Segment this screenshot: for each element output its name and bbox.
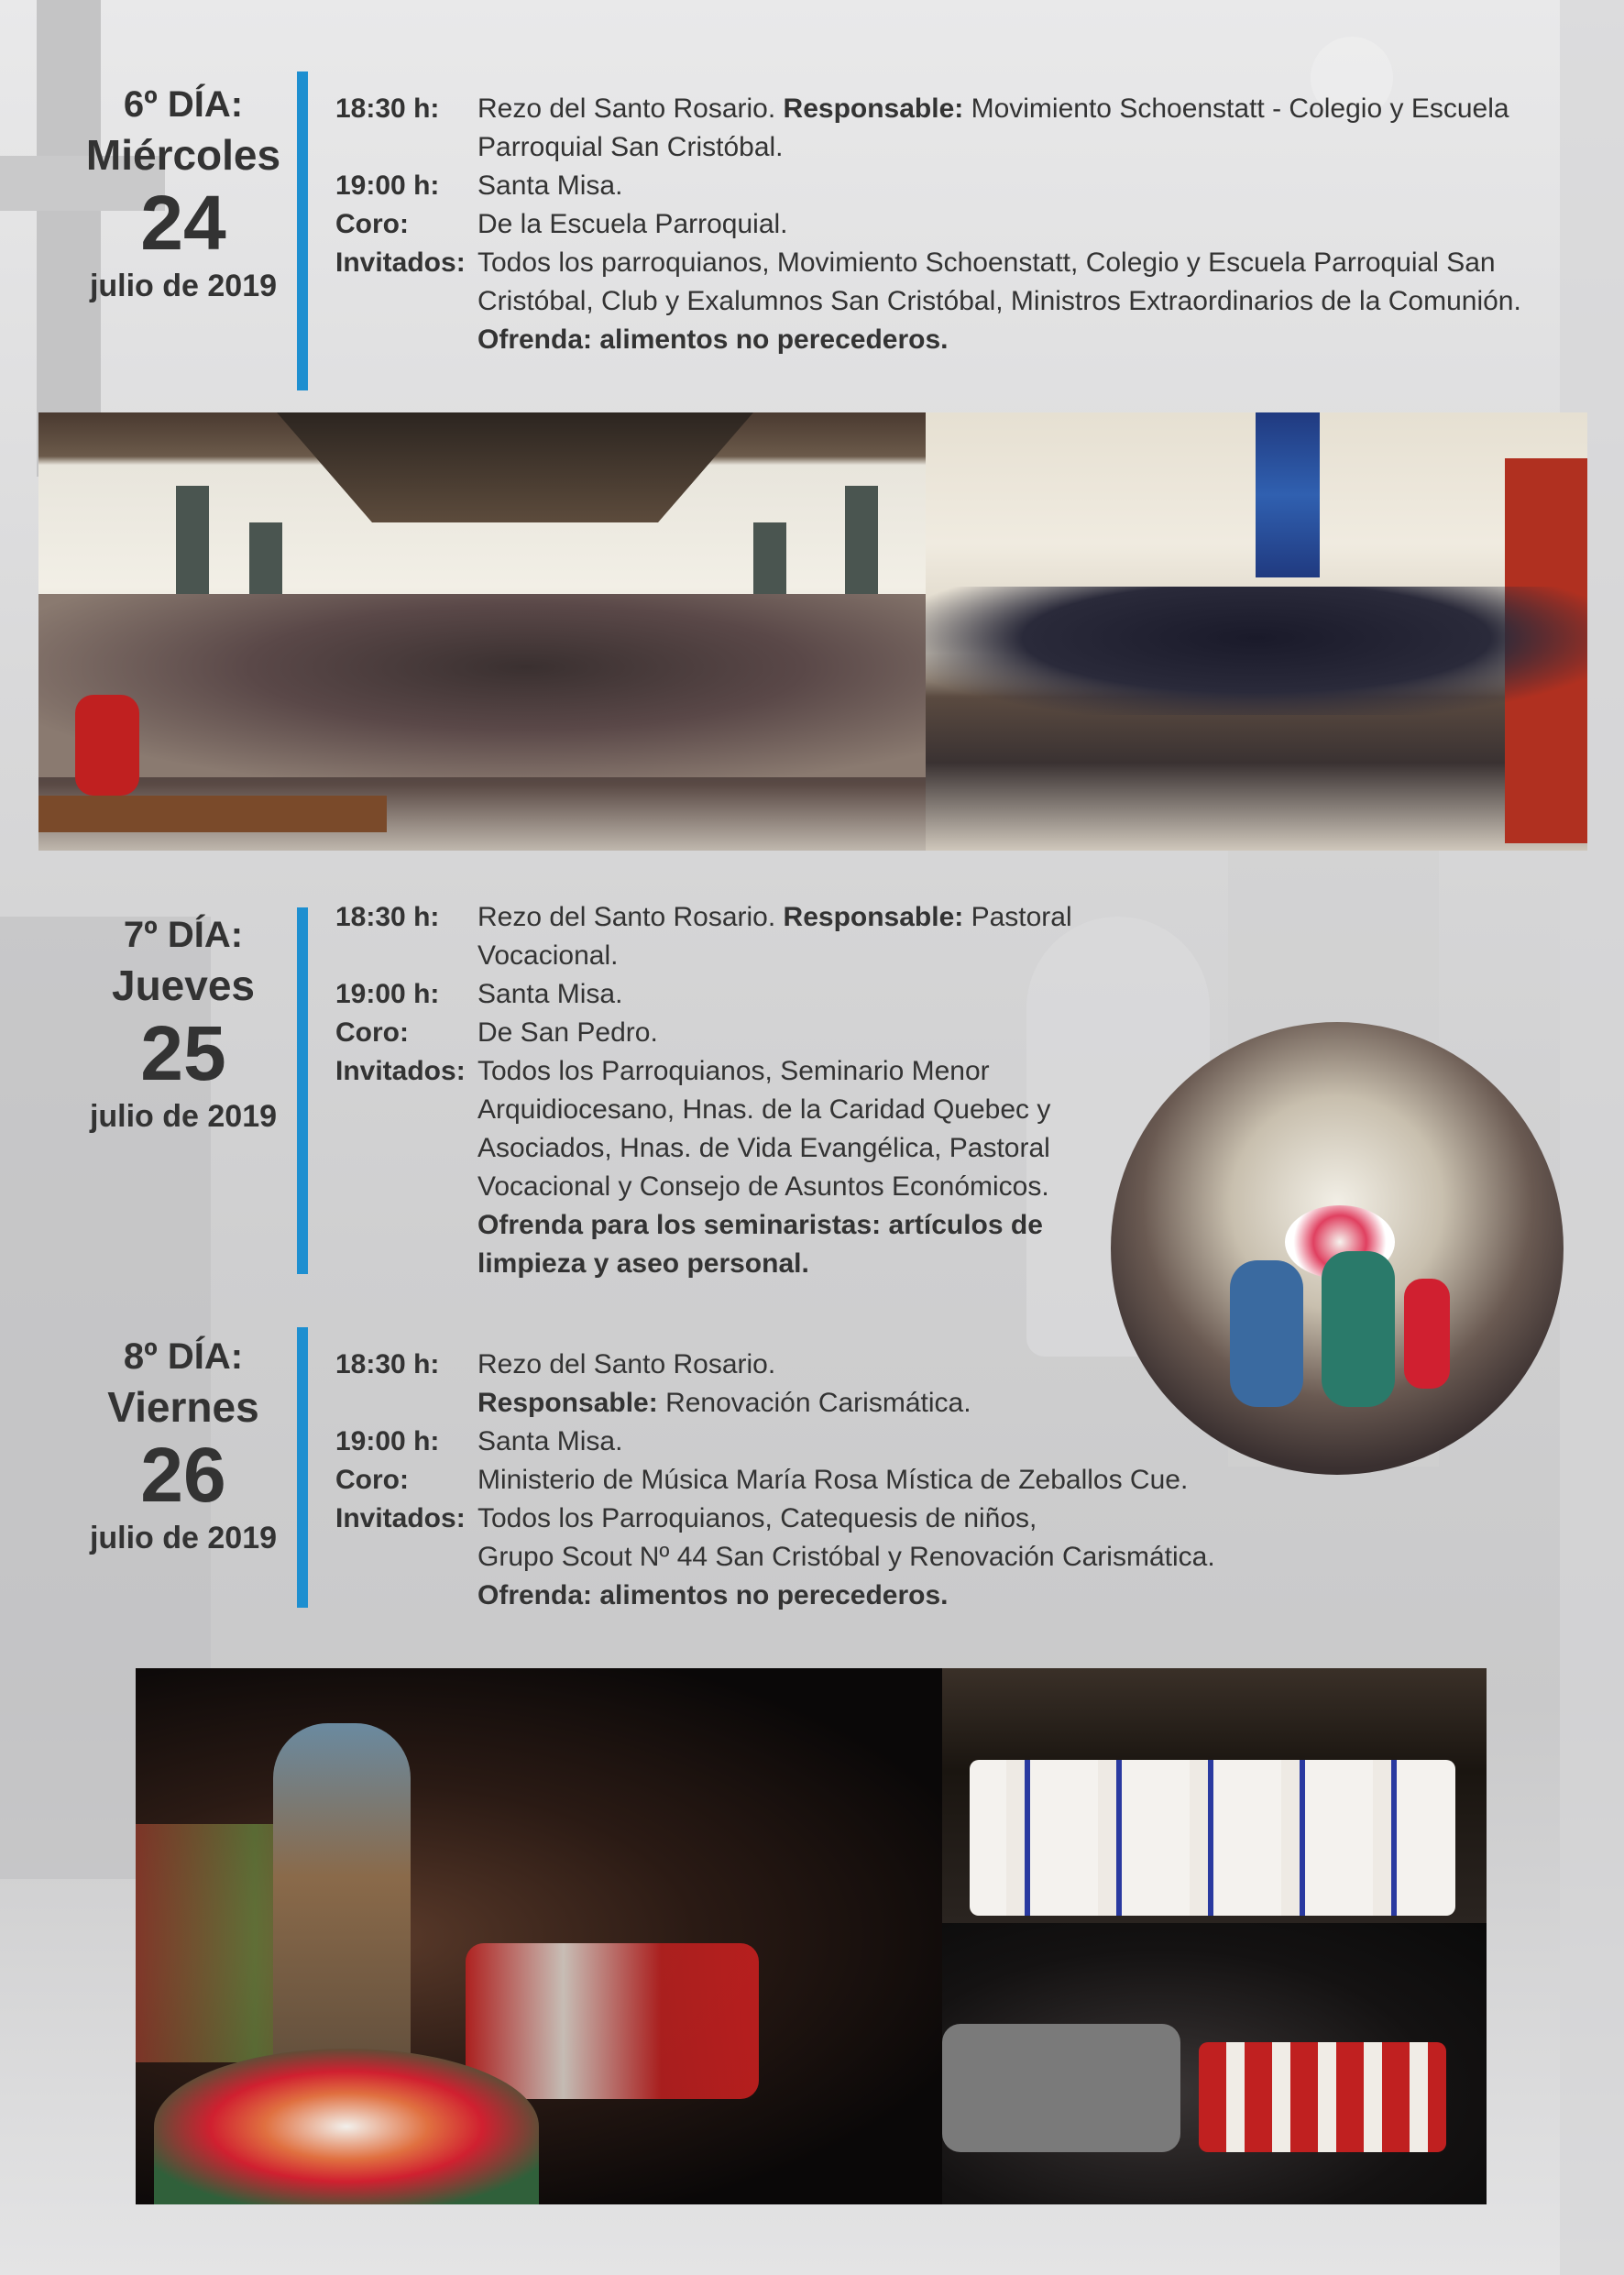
day6-schedule [335,90,1564,359]
day8-invitados-text-1: Todos los Parroquianos, Catequesis de niños, [477,1503,1037,1533]
day6-responsable-text: Movimiento Schoenstatt - Colegio y Escuela Parroquial San Cristóbal. [477,93,1509,162]
day6-weekday: Miércoles [85,131,281,179]
day8-misa-time: 19:00 h: [335,1426,440,1456]
photo-church-musicians [926,412,1587,851]
photo-altar-servers [942,1668,1487,1923]
day8-label: 8º DÍA: [123,1336,244,1377]
day6-rosario-text: Rezo del Santo Rosario. [477,93,776,124]
day6-label: 6º DÍA: [123,84,244,125]
day7-date-block [55,911,312,1138]
day6-coro-text: De la Escuela Parroquial. [477,209,788,239]
day7-ofrenda: Ofrenda para los seminaristas: artículos de limpieza y aseo personal. [477,1210,1043,1279]
photo-night-statue-procession [136,1668,942,2204]
day7-accent-bar [297,907,308,1274]
day8-ofrenda: Ofrenda: alimentos no perecederos. [477,1580,949,1610]
day7-misa-time: 19:00 h: [335,979,440,1009]
day7-responsable-label: Responsable: [783,902,964,932]
day6-invitados-label: Invitados: [335,247,466,278]
day8-invitados-label: Invitados: [335,1503,466,1533]
day6-misa-text: Santa Misa. [477,170,623,201]
day7-rosario-text: Rezo del Santo Rosario. [477,902,776,932]
day7-invitados-text: Todos los Parroquianos, Seminario Menor Arquidiocesano, Hnas. de la Caridad Quebec y Asociados, Hnas. de Vida Evangélica, Pastoral Vocacional y Consejo de Asuntos Económicos. [477,1056,1051,1202]
day8-month-year: julio de 2019 [89,1521,278,1555]
day6-number: 24 [140,180,226,266]
day6-misa-time: 19:00 h: [335,170,440,201]
day7-schedule [335,898,1096,1283]
day8-rosario-time: 18:30 h: [335,1349,440,1379]
day8-coro-text: Ministerio de Música María Rosa Mística de Zeballos Cue. [477,1465,1189,1495]
day8-rosario-text: Rezo del Santo Rosario. [477,1349,776,1379]
day8-responsable-label: Responsable: [477,1388,658,1418]
day6-ofrenda: Ofrenda: alimentos no perecederos. [477,324,949,355]
day6-invitados-text: Todos los parroquianos, Movimiento Schoenstatt, Colegio y Escuela Parroquial San Cristóbal, Club y Exalumnos San Cristóbal, Ministros Extraordinarios de la Comunión. [477,247,1521,316]
day7-rosario-time: 18:30 h: [335,902,440,932]
day8-date-block [55,1333,312,1560]
day6-date-block [55,81,312,308]
photo-church-congregation [38,412,926,851]
day8-misa-text: Santa Misa. [477,1426,623,1456]
day6-responsable-label: Responsable: [783,93,964,124]
day8-responsable-text: Renovación Carismática. [665,1388,971,1418]
day7-weekday: Jueves [111,962,255,1009]
day7-coro-label: Coro: [335,1017,409,1048]
day6-coro-label: Coro: [335,209,409,239]
day8-schedule [335,1346,1600,1615]
day7-responsable-text: Pastoral Vocacional. [477,902,1072,971]
day7-invitados-label: Invitados: [335,1056,466,1086]
day6-rosario-time: 18:30 h: [335,93,440,124]
day7-number: 25 [140,1010,226,1096]
day6-accent-bar [297,71,308,390]
day8-invitados-text-2: Grupo Scout Nº 44 San Cristóbal y Renovación Carismática. [477,1542,1215,1572]
day7-coro-text: De San Pedro. [477,1017,658,1048]
photo-night-truck-procession [942,1923,1487,2204]
day8-weekday: Viernes [107,1383,259,1431]
day8-accent-bar [297,1327,308,1608]
day8-number: 26 [140,1432,226,1518]
day8-coro-label: Coro: [335,1465,409,1495]
day7-month-year: julio de 2019 [89,1099,278,1134]
day6-month-year: julio de 2019 [89,269,278,303]
day7-misa-text: Santa Misa. [477,979,623,1009]
day7-label: 7º DÍA: [123,915,244,955]
